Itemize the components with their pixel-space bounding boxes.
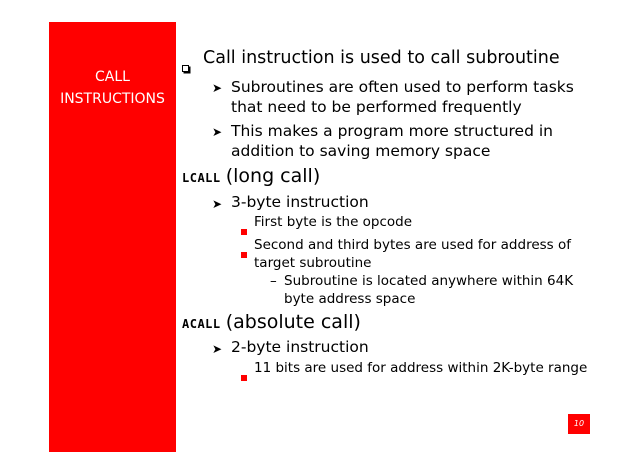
box-bullet-icon bbox=[182, 57, 189, 76]
square-bullet-icon bbox=[241, 243, 247, 262]
square-bullet-icon bbox=[241, 366, 247, 385]
section-title-line2: INSTRUCTIONS bbox=[60, 91, 165, 107]
dash-bullet-icon: – bbox=[270, 273, 277, 289]
sub-bullet-text: This makes a program more structured in bbox=[231, 122, 553, 140]
main-bullet-text: Call instruction is used to call subroutine bbox=[203, 48, 560, 68]
acall-keyword: ACALL bbox=[182, 317, 221, 331]
lcall-item-text: Second and third bytes are used for address of bbox=[254, 237, 571, 253]
lcall-description: (long call) bbox=[225, 165, 321, 187]
arrow-bullet-icon: ➤ bbox=[212, 342, 223, 356]
sub-bullet-text: Subroutines are often used to perform tasks bbox=[231, 78, 574, 96]
lcall-item-text-cont: target subroutine bbox=[254, 255, 372, 271]
acall-description: (absolute call) bbox=[225, 311, 361, 333]
section-title-line1: CALL bbox=[95, 69, 130, 85]
lcall-sub-text: 3-byte instruction bbox=[231, 193, 369, 211]
sub-bullet-text-cont: addition to saving memory space bbox=[231, 142, 491, 160]
lcall-dash-text: Subroutine is located anywhere within 64K bbox=[284, 273, 574, 289]
page-number-badge: 10 bbox=[568, 414, 590, 434]
lcall-keyword: LCALL bbox=[182, 171, 221, 185]
arrow-bullet-icon: ➤ bbox=[212, 81, 223, 95]
lcall-dash-text-cont: byte address space bbox=[284, 291, 416, 307]
acall-heading bbox=[182, 311, 361, 333]
sub-bullet-text-cont: that need to be performed frequently bbox=[231, 98, 522, 116]
lcall-heading bbox=[182, 165, 320, 187]
arrow-bullet-icon: ➤ bbox=[212, 197, 223, 211]
arrow-bullet-icon: ➤ bbox=[212, 125, 223, 139]
sidebar-panel bbox=[49, 22, 176, 452]
lcall-item-text: First byte is the opcode bbox=[254, 214, 413, 230]
section-title bbox=[49, 66, 176, 110]
acall-sub-text: 2-byte instruction bbox=[231, 338, 369, 356]
square-bullet-icon bbox=[241, 220, 247, 239]
acall-item-text: 11 bits are used for address within 2K-byte range bbox=[254, 360, 588, 376]
